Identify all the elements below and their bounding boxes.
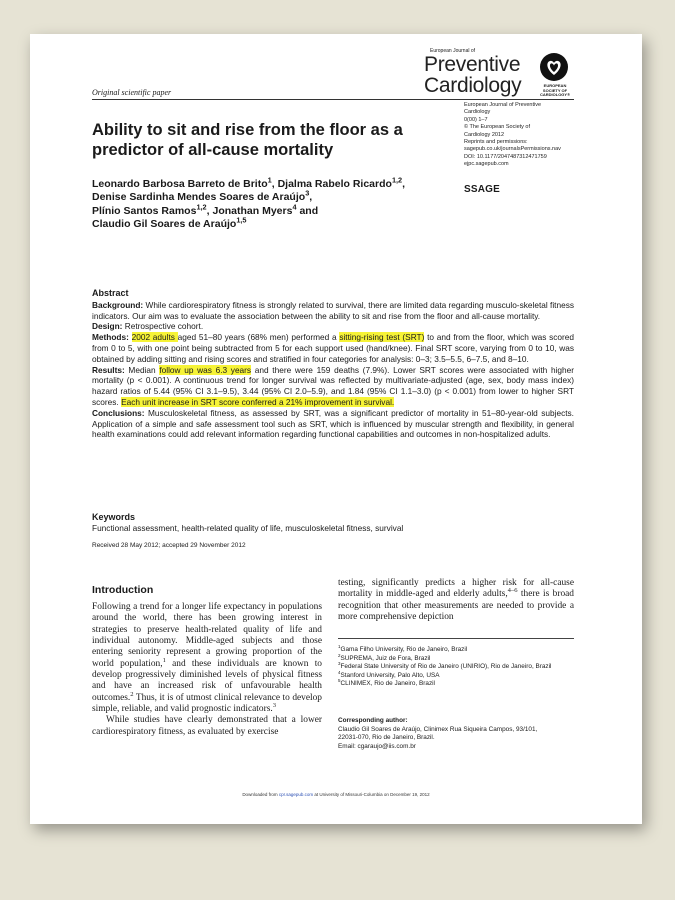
- highlight: 2002 adults: [131, 332, 178, 343]
- corresponding-heading: Corresponding author:: [338, 717, 408, 724]
- affiliations: [338, 643, 574, 689]
- author-name[interactable]: Jonathan Myers: [212, 204, 293, 217]
- abstract-conclusions: Conclusions: Musculoskeletal fitness, as assessed by SRT, was a significant predictor of mortality in 51–80-year-old subjects. Application of a simple and safe assessment tool such as SRT, which is influenced by muscular strength and flexibility, in general health examinations could add relevant information regarding functional capabilities and outcomes in non-hospitalized adults.: [92, 407, 574, 440]
- sage-logo: SSAGE: [464, 184, 501, 195]
- keywords-heading: Keywords: [92, 512, 136, 522]
- abstract-section: [92, 288, 574, 440]
- esc-logo-text: EUROPEAN SOCIETY OF CARDIOLOGY®: [539, 83, 571, 97]
- introduction-heading: Introduction: [92, 584, 154, 596]
- journal-name-line-2: Cardiology: [424, 74, 522, 97]
- abstract-background: Background: While cardiorespiratory fitness is strongly related to survival, there are limited data regarding musculo-skeletal fitness indicators. Our aim was to evaluate the association between the ability to sit and rise from the floor and all-cause mortality.: [92, 299, 574, 321]
- keywords-text: Functional assessment, health-related quality of life, musculoskeletal fitness, survival: [92, 523, 404, 533]
- journal-name-line-1: Preventive: [424, 53, 521, 76]
- introduction-column-1: [92, 602, 322, 738]
- abstract-heading: Abstract: [92, 288, 129, 298]
- highlight: sitting-rising test (SRT): [339, 332, 425, 343]
- author-name[interactable]: Djalma Rabelo Ricardo: [277, 178, 392, 190]
- email-link[interactable]: Email: cgaraujo@iis.com.br: [338, 742, 416, 750]
- intro-paragraph-2: While studies have clearly demonstrated that a lower cardiorespiratory fitness, as evaluated by exercise: [92, 715, 322, 737]
- affiliation-item: $^1$Gama Filho University, Rio de Janeiro, Brazil: [338, 643, 468, 653]
- section-label: Original scientific paper: [92, 88, 172, 97]
- author-list: Leonardo Barbosa Barreto de Brito$^1$, Djalma Rabelo Ricardo$^{1,2}$, Denise Sardinha Mendes Soares de Araújo$^3$, Plínio Santos Ramos$^{1,2}$, Jonathan Myers$^4$ and Claudio Gil Soares de Araújo$^{1,5}$: [92, 175, 406, 231]
- corresponding-author: Corresponding author: Claudio Gil Soares de Araújo, Clinimex Rua Siqueira Campos, 93/101, 22031-070, Rio de Janeiro, Brazil. Email: cgaraujo@iis.com.br: [338, 717, 574, 751]
- header-rule: [92, 99, 574, 100]
- author-name[interactable]: Plínio Santos Ramos: [92, 204, 197, 217]
- abstract-results: Results: Median follow up was 6.3 years and there were 159 deaths (7.9%). Lower SRT scores were associated with higher mortality (p < 0.001). A continuous trend for longer survival was reflected by multivariate-adjusted (age, sex, body mass index) hazard ratios of 5.44 (95% CI 3.1–9.5), 3.44 (95% CI 2.0–5.9), and 1.84 (95% CI 1.1–3.0) (p < 0.001) from lower to higher SRT scores. Each unit increase in SRT score conferred a 21% improvement in survival.: [92, 364, 575, 407]
- journal-name: [424, 54, 521, 96]
- download-footer: Downloaded from cpr.sagepub.com at University of Missouri-Columbia on December 19, 2012: [242, 792, 430, 797]
- author-name[interactable]: Leonardo Barbosa Barreto de Brito: [92, 178, 268, 190]
- author-name[interactable]: Claudio Gil Soares de Araújo: [92, 218, 237, 231]
- received-date: Received 28 May 2012; accepted 29 November 2012: [92, 542, 246, 549]
- article-title: Ability to sit and rise from the floor as a predictor of all-cause mortality: [92, 121, 403, 159]
- esc-heart-logo-icon: [538, 52, 570, 82]
- keywords-section: [92, 512, 574, 534]
- journal-url-link[interactable]: ejpc.sagepub.com: [464, 161, 509, 168]
- affiliation-item: $^2$SUPREMA, Juiz de Fora, Brazil: [338, 652, 431, 662]
- introduction-column-2: testing, significantly predicts a higher risk for all-cause mortality in middle-aged and elderly adults,$^{4-6}$ there is broad recognition that other measurements are needed to provide a more comprehensive depiction: [338, 578, 574, 623]
- journal-small-label: European Journal of: [430, 48, 476, 54]
- download-source-link[interactable]: cpr.sagepub.com: [278, 792, 314, 797]
- abstract-methods: Methods: 2002 adults aged 51–80 years (68% men) performed a sitting-rising test (SRT) to and from the floor, which was scored from 0 to 5, with one point being subtracted from 5 for each support used (hand/knee). Final SRT score, varying from 0 to 10, was obtained by adding sitting and rising scores and stratified in four categories for analysis: 0–3; 3.5–5.5, 6–7.5, and 8–10.: [92, 332, 574, 364]
- paper-page: [30, 34, 642, 824]
- affiliation-item: $^5$CLINIMEX, Rio de Janeiro, Brazil: [338, 678, 435, 688]
- abstract-design: Design: Retrospective cohort.: [92, 321, 204, 332]
- affiliation-item: $^4$Stanford University, Palo Alto, USA: [338, 669, 440, 679]
- affiliation-item: $^3$Federal State University of Rio de Janeiro (UNIRIO), Rio de Janeiro, Brazil: [338, 661, 552, 671]
- highlight: follow up was 6.3 years: [159, 364, 252, 375]
- journal-meta: European Journal of Preventive Cardiology 0(00) 1–7 © The European Society of Cardiology 2012 Reprints and permissions: sagepub.co.uk/journalsPermissions.nav DOI: 10.1177/2047487312471759 ejpc.sagepub.com: [464, 102, 584, 169]
- intro-paragraph-1: Following a trend for a longer life expectancy in populations around the world, there has been growing interest in strategies to preserve health-related quality of life and individual autonomy. Middle-aged subjects and those entering seniority represent a growing proportion of the world population,$^1$ and these individuals are known to develop progressively diminished levels of physical fitness and have an increased risk of unfavourable health outcomes.$^2$ Thus, it is of utmost clinical relevance to develop simple, reliable, and valid prognostic indicators.$^3$: [92, 602, 322, 715]
- highlight: Each unit increase in SRT score conferred a 21% improvement in survival.: [121, 396, 395, 407]
- author-name[interactable]: Denise Sardinha Mendes Soares de Araújo: [92, 191, 306, 204]
- affiliations-rule: [338, 638, 574, 639]
